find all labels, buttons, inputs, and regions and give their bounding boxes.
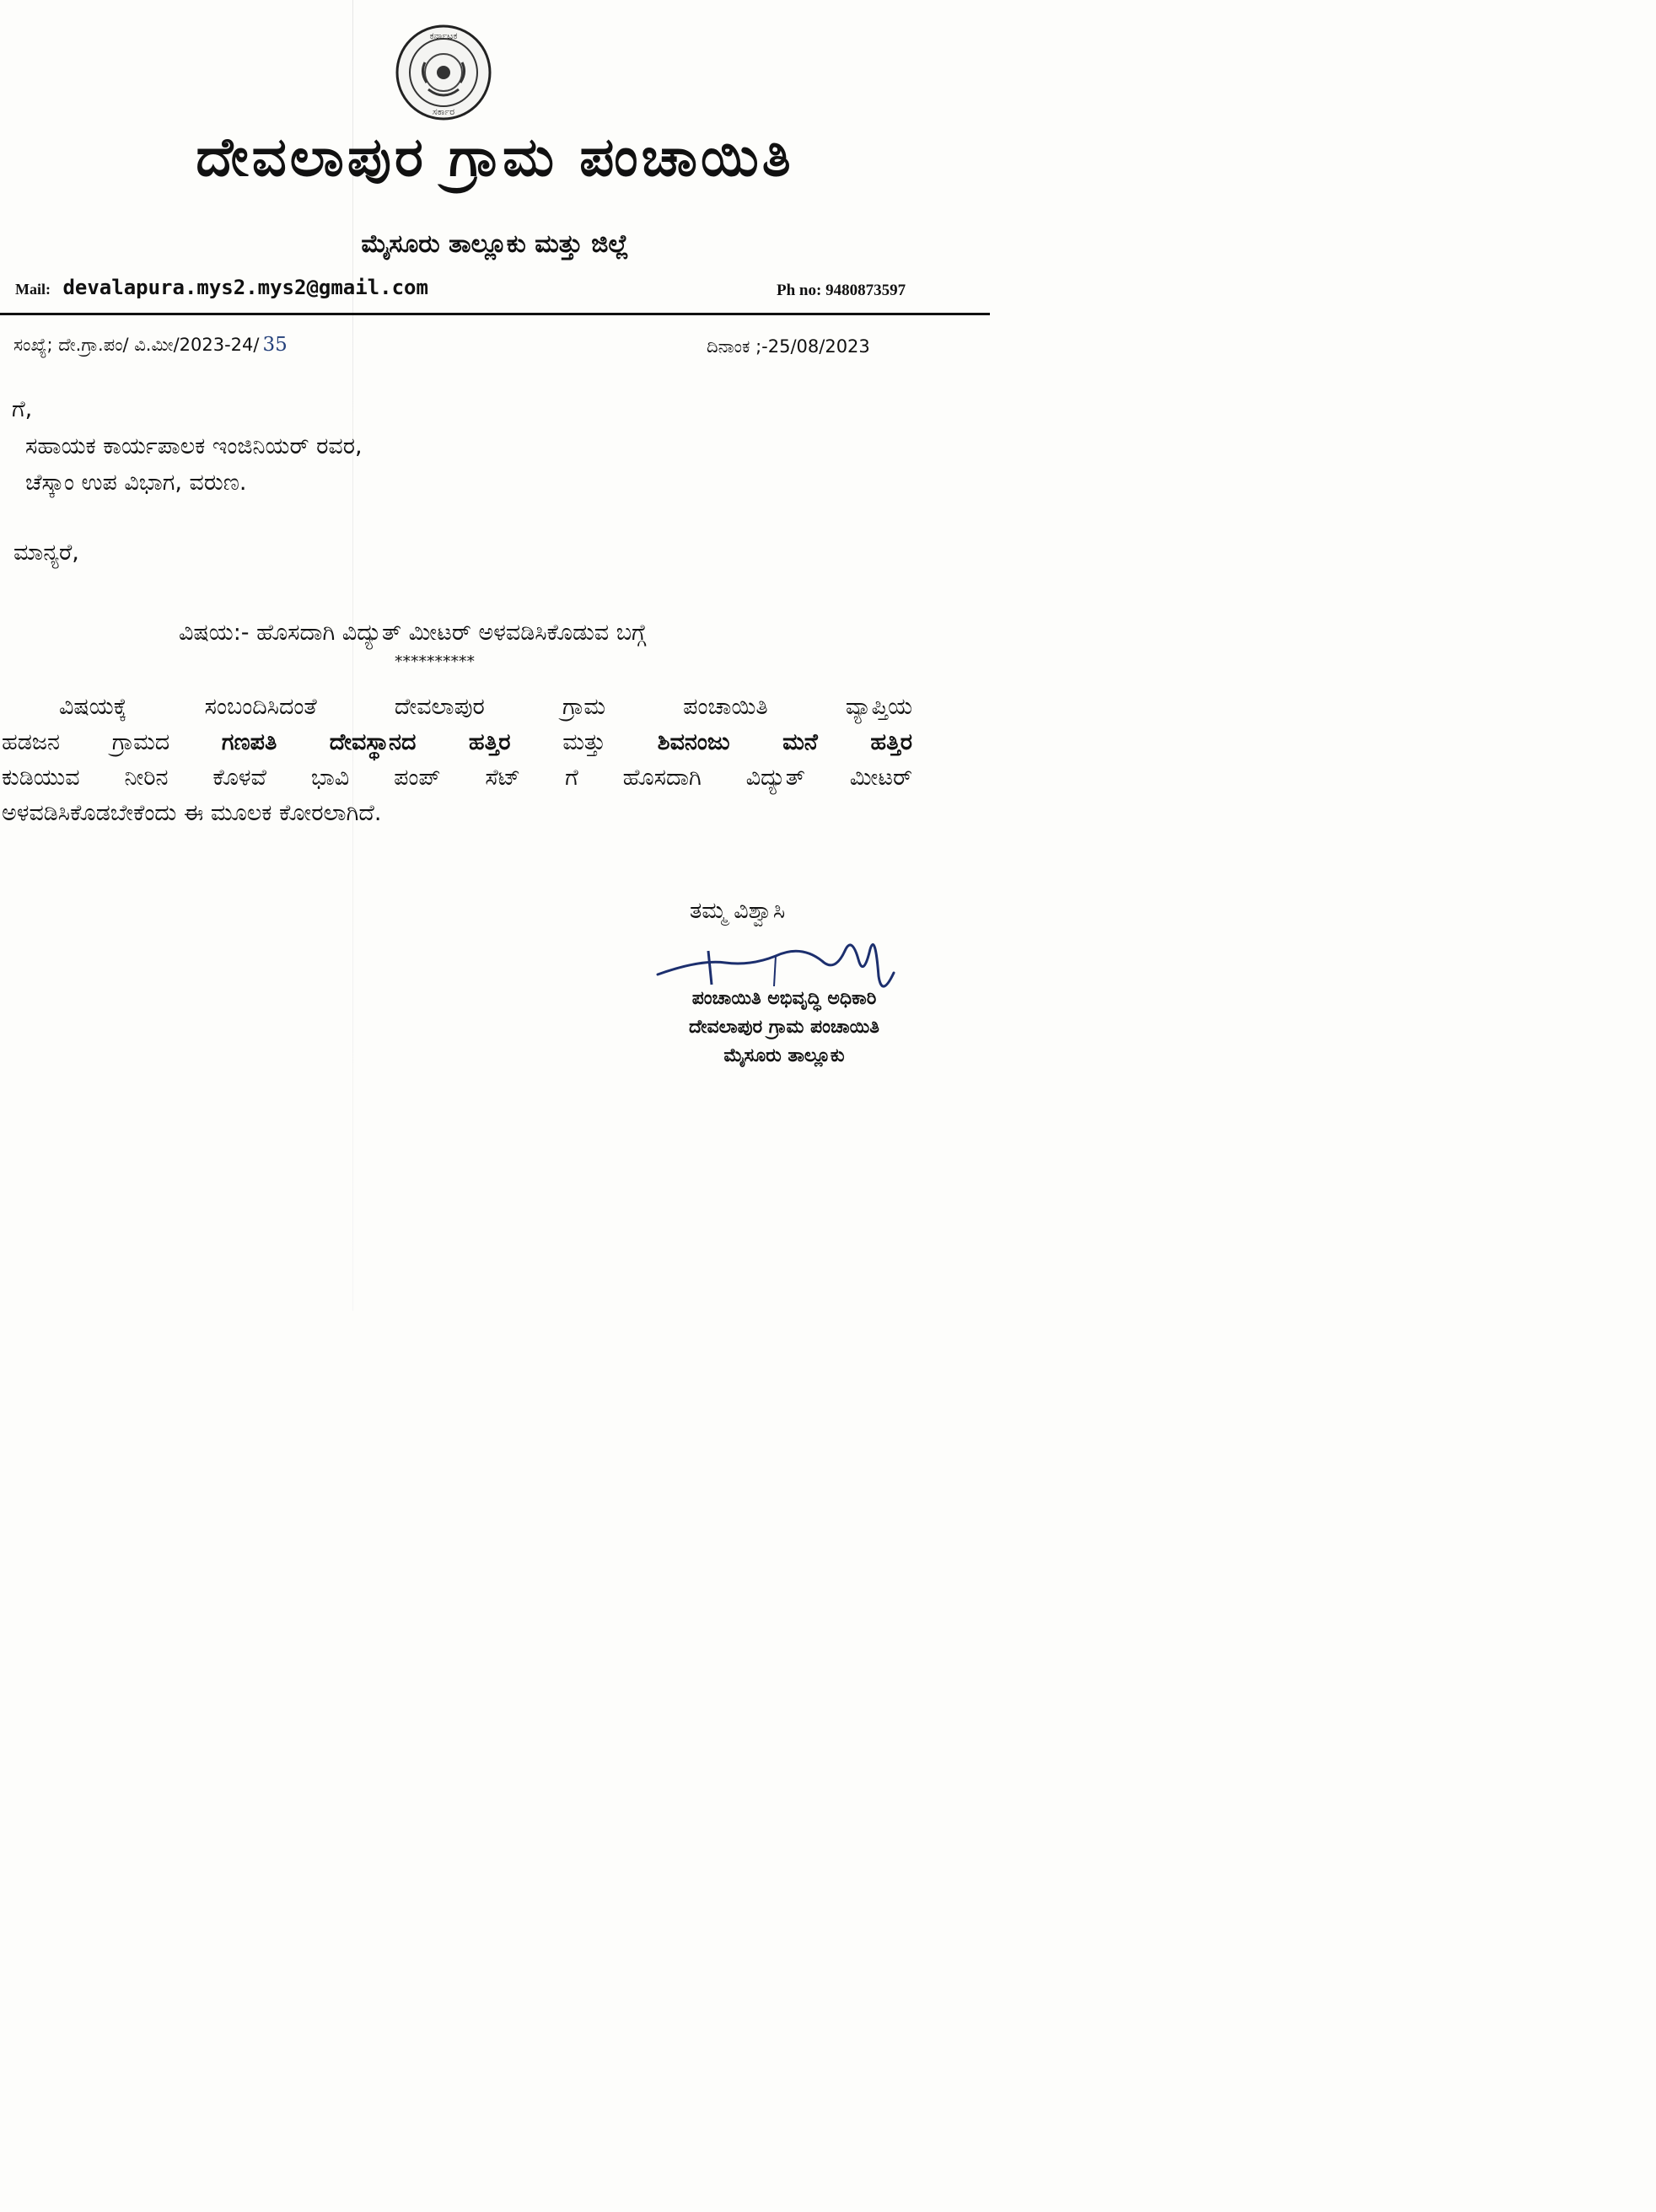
taluk-district-line: ಮೈಸೂರು ತಾಲ್ಲೂಕು ಮತ್ತು ಜಿಲ್ಲೆ	[361, 229, 629, 259]
reference-number	[13, 334, 288, 356]
recipient-address-line-1: ಸಹಾಯಕ ಕಾರ್ಯಪಾಲಕ ಇಂಜಿನಿಯರ್ ರವರ,	[25, 433, 363, 459]
body-line-4: ಅಳವಡಿಸಿಕೊಡಬೇಕೆಂದು ಈ ಮೂಲಕ ಕೋರಲಾಗಿದೆ.	[2, 800, 382, 826]
body-line-2	[2, 725, 912, 760]
contact-phone: Ph no: 9480873597	[777, 282, 906, 299]
signatory-taluk: ಮೈಸೂರು ತಾಲ್ಲೂಕು	[723, 1045, 845, 1066]
paper-fold-line	[352, 0, 353, 1311]
reference-label: ಸಂಖ್ಯೆ; ದೇ.ಗ್ರಾ.ಪಂ/ ವಿ.ಮೀ/2023-24/	[13, 335, 260, 355]
subject-line: ವಿಷಯ:- ಹೊಸದಾಗಿ ವಿದ್ಯುತ್ ಮೀಟರ್ ಅಳವಡಿಸಿಕೊಡುವ ಬಗ್ಗೆ	[179, 620, 647, 646]
closing-yours-faithfully: ತಮ್ಮ ವಿಶ್ವಾಸಿ	[690, 898, 786, 924]
signatory-block	[649, 985, 919, 1071]
handwritten-reference-number: 35	[262, 334, 288, 356]
signatory-designation: ಪಂಚಾಯಿತಿ ಅಭಿವೃದ್ಧಿ ಅಧಿಕಾರಿ	[691, 988, 877, 1009]
svg-text:ಕರ್ನಾಟಕ: ಕರ್ನಾಟಕ	[429, 30, 458, 41]
body-line-2-text-b: ಮತ್ತು	[510, 729, 658, 755]
letter-date: ದಿನಾಂಕ ;-25/08/2023	[707, 336, 870, 357]
body-line-1	[2, 690, 912, 725]
svg-text:ಸರ್ಕಾರ: ಸರ್ಕಾರ	[432, 106, 455, 117]
body-line-3: ಕುಡಿಯುವ ನೀರಿನ ಕೊಳವೆ ಭಾವಿ ಪಂಪ್ ಸೆಟ್ ಗೆ ಹೊಸದಾಗಿ ವಿದ್ಯುತ್ ಮೀಟರ್	[2, 765, 912, 791]
office-name-heading: ದೇವಲಾಪುರ ಗ್ರಾಮ ಪಂಚಾಯಿತಿ	[196, 126, 794, 189]
recipient-address-line-2: ಚೆಸ್ಕಾಂ ಉಪ ವಿಭಾಗ, ವರುಣ.	[25, 470, 247, 496]
government-seal-emblem	[395, 24, 492, 121]
subject-separator: **********	[395, 652, 475, 671]
letter-body-paragraph	[2, 690, 912, 831]
salutation: ಮಾನ್ಯರೆ,	[13, 540, 79, 566]
email-address: devalapura.mys2.mys2@gmail.com	[62, 276, 428, 299]
recipient-to: ಗೆ,	[12, 396, 33, 422]
signatory-office: ದೇವಲಾಪುರ ಗ್ರಾಮ ಪಂಚಾಯಿತಿ	[689, 1017, 879, 1038]
body-line-2-bold-b: ಶಿವನಂಜು ಮನೆ ಹತ್ತಿರ	[657, 729, 912, 755]
email-label: Mail:	[15, 281, 51, 298]
contact-email	[15, 276, 428, 299]
body-line-1-text: ವಿಷಯಕ್ಕೆ ಸಂಬಂದಿಸಿದಂತೆ ದೇವಲಾಪುರ ಗ್ರಾಮ ಪಂಚಾಯಿತಿ ವ್ಯಾಪ್ತಿಯ	[59, 694, 912, 720]
body-line-2-text-a: ಹಡಜನ ಗ್ರಾಮದ	[2, 729, 222, 755]
body-line-2-bold-a: ಗಣಪತಿ ದೇವಸ್ಥಾನದ ಹತ್ತಿರ	[221, 729, 511, 755]
letterhead-divider	[0, 313, 990, 315]
